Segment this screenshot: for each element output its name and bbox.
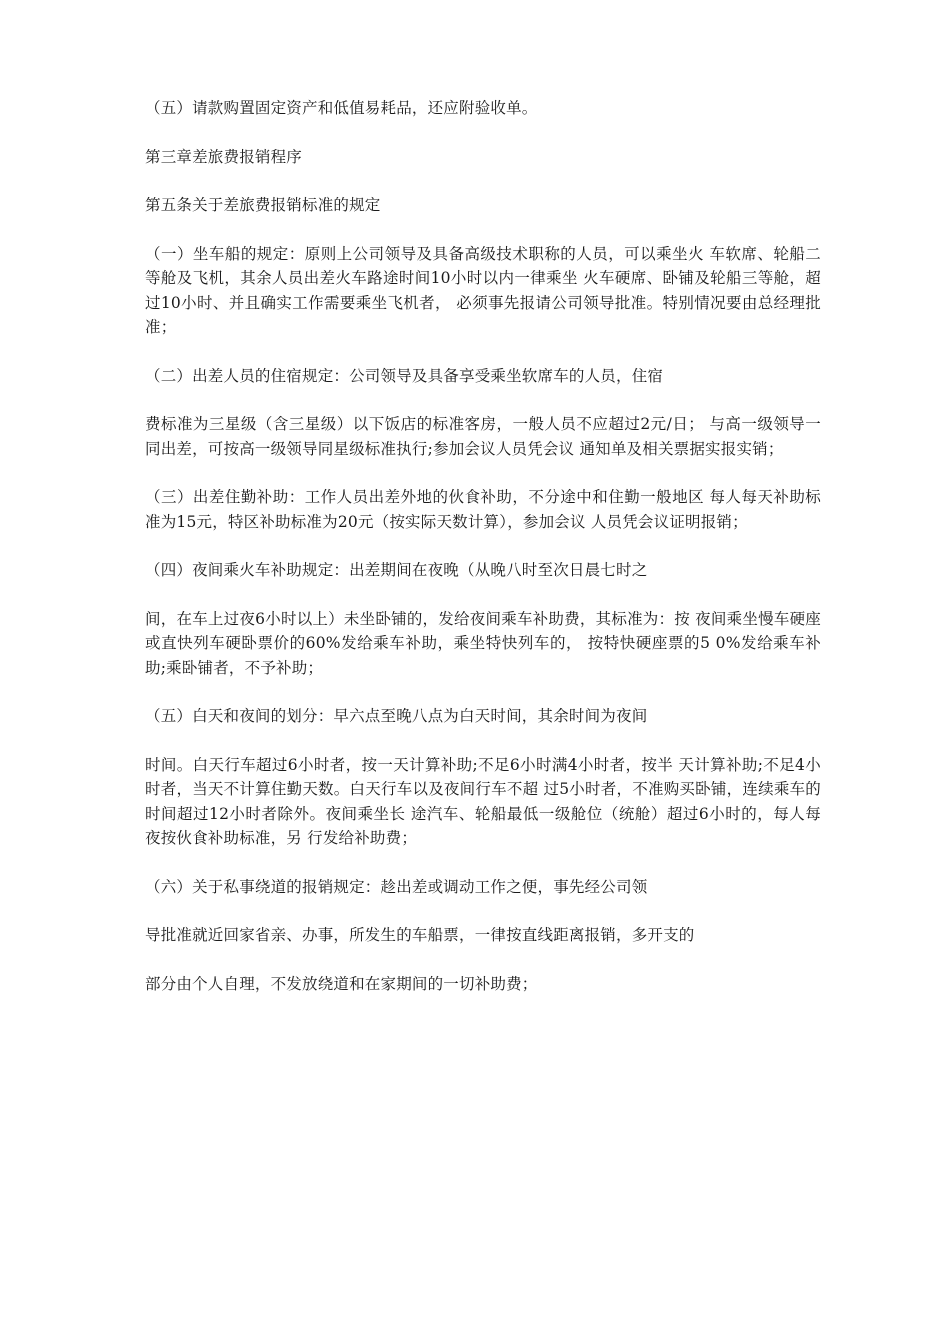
document-page <box>145 96 821 996</box>
paragraph-day-night-start: （五）白天和夜间的划分：早六点至晚八点为白天时间，其余时间为夜间 <box>145 707 648 725</box>
paragraph-night-train-cont: 间，在车上过夜6小时以上）未坐卧铺的，发给夜间乘车补助费，其标准为：按 夜间乘坐慢车硬座或直快列车硬卧票价的60%发给乘车补助，乘坐特快列车的， 按特快硬座票的5 0%发给乘车补助;乘卧铺者，不予补助； <box>145 609 821 677</box>
paragraph-fixed-asset-receipt: （五）请款购置固定资产和低值易耗品，还应附验收单。 <box>145 99 538 117</box>
paragraph-detour-end: 部分由个人自理，不发放绕道和在家期间的一切补助费； <box>145 974 538 993</box>
paragraph-transport-rules: （一）坐车船的规定：原则上公司领导及具备高级技术职称的人员，可以乘坐火 车软席、轮船二等舱及飞机，其余人员出差火车路途时间10小时以内一律乘坐 火车硬席、卧铺及轮船三等舱，超过10小时、并且确实工作需要乘坐飞机者， 必须事先报请公司领导批准。特别情况要由总经理批准； <box>145 244 821 336</box>
paragraph-stay-allowance: （三）出差住勤补助：工作人员出差外地的伙食补助，不分途中和住勤一般地区 每人每天补助标准为15元，特区补助标准为20元（按实际天数计算），参加会议 人员凭会议证明报销； <box>145 488 821 531</box>
article-heading: 第五条关于差旅费报销标准的规定 <box>145 196 381 214</box>
chapter-heading: 第三章差旅费报销程序 <box>145 147 303 166</box>
paragraph-lodging-rules-start: （二）出差人员的住宿规定：公司领导及具备享受乘坐软席车的人员，住宿 <box>145 366 664 385</box>
paragraph-detour-start: （六）关于私事绕道的报销规定：趁出差或调动工作之便，事先经公司领 <box>145 877 648 896</box>
paragraph-night-train-start: （四）夜间乘火车补助规定：出差期间在夜晚（从晚八时至次日晨七时之 <box>145 561 648 579</box>
paragraph-day-night-cont: 时间。白天行车超过6小时者，按一天计算补助;不足6小时满4小时者，按半 天计算补助;不足4小时者，当天不计算住勤天数。白天行车以及夜间行车不超 过5小时者，不准购买卧铺，连续乘车的时间超过12小时者除外。夜间乘坐长 途汽车、轮船最低一级舱位（统舱）超过6小时的，每人每夜按伙食补助标准，另 行发给补助费； <box>145 755 821 847</box>
paragraph-lodging-rules-cont: 费标准为三星级（含三星级）以下饭店的标准客房，一般人员不应超过2元/日； 与高一级领导一同出差，可按高一级领导同星级标准执行;参加会议人员凭会议 通知单及相关票据实报实销； <box>145 415 821 458</box>
paragraph-detour-cont: 导批准就近回家省亲、办事，所发生的车船票，一律按直线距离报销，多开支的 <box>145 926 695 944</box>
